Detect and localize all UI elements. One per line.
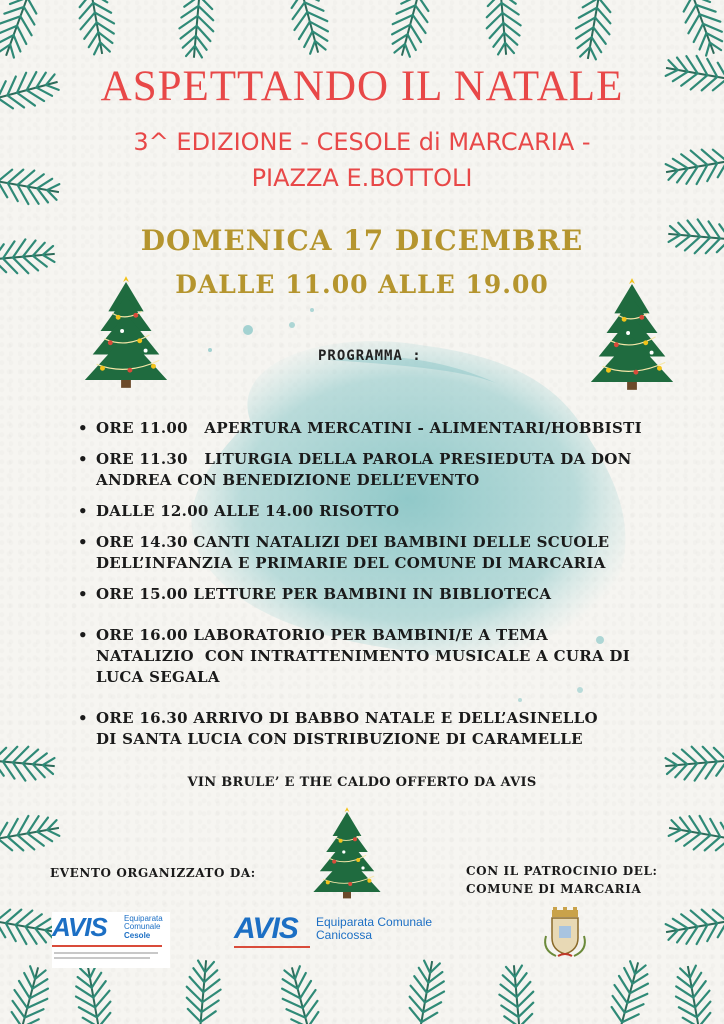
program-title: PROGRAMMA : (318, 348, 422, 364)
event-subtitle-line2: PIAZZA E.BOTTOLI (251, 164, 473, 192)
event-subtitle-line1: 3^ EDIZIONE - CESOLE di MARCARIA - (133, 128, 591, 156)
avis-canicossa-logo: AVIS Equiparata Comunale Canicossa (234, 912, 454, 952)
program-item: • ORE 16.00 LABORATORIO PER BAMBINI/E A TEMA NATALIZIO CON INTRATTENIMENTO MUSICALE A CURA DI LUCA SEGALA (76, 625, 656, 688)
program-item: • ORE 11.00 APERTURA MERCATINI - ALIMENTARI/HOBBISTI (76, 418, 656, 439)
event-title: ASPETTANDO IL NATALE (100, 63, 624, 110)
avis-cesole-logo: AVIS Equiparata Comunale Cesole (52, 912, 170, 968)
program-item: • ORE 16.30 ARRIVO DI BABBO NATALE E DELL’ASINELLO DI SANTA LUCIA CON DISTRIBUZIONE DI CARAMELLE (76, 708, 656, 750)
program-list (76, 418, 656, 750)
event-time: DALLE 11.00 ALLE 19.00 (175, 270, 549, 299)
program-item: • DALLE 12.00 ALLE 14.00 RISOTTO (76, 501, 656, 522)
patronage-line1: CON IL PATROCINIO DEL: (466, 864, 658, 878)
event-date: DOMENICA 17 DICEMBRE (140, 224, 584, 257)
program-item: • ORE 14.30 CANTI NATALIZI DEI BAMBINI DELLE SCUOLE DELL’INFANZIA E PRIMARIE DEL COMUNE DI MARCARIA (76, 532, 656, 574)
program-item: • ORE 11.30 LITURGIA DELLA PAROLA PRESIEDUTA DA DON ANDREA CON BENEDIZIONE DELL’EVENTO (76, 449, 656, 491)
organizers-label: EVENTO ORGANIZZATO DA: (50, 866, 256, 880)
christmas-tree-icon (313, 807, 380, 898)
program-item: • ORE 15.00 LETTURE PER BAMBINI IN BIBLIOTECA (76, 584, 656, 605)
patronage-line2: COMUNE DI MARCARIA (466, 882, 642, 896)
municipal-crest-icon (540, 906, 590, 960)
patronage-block (466, 862, 658, 898)
refreshment-note: VIN BRULE’ E THE CALDO OFFERTO DA AVIS (187, 775, 537, 790)
